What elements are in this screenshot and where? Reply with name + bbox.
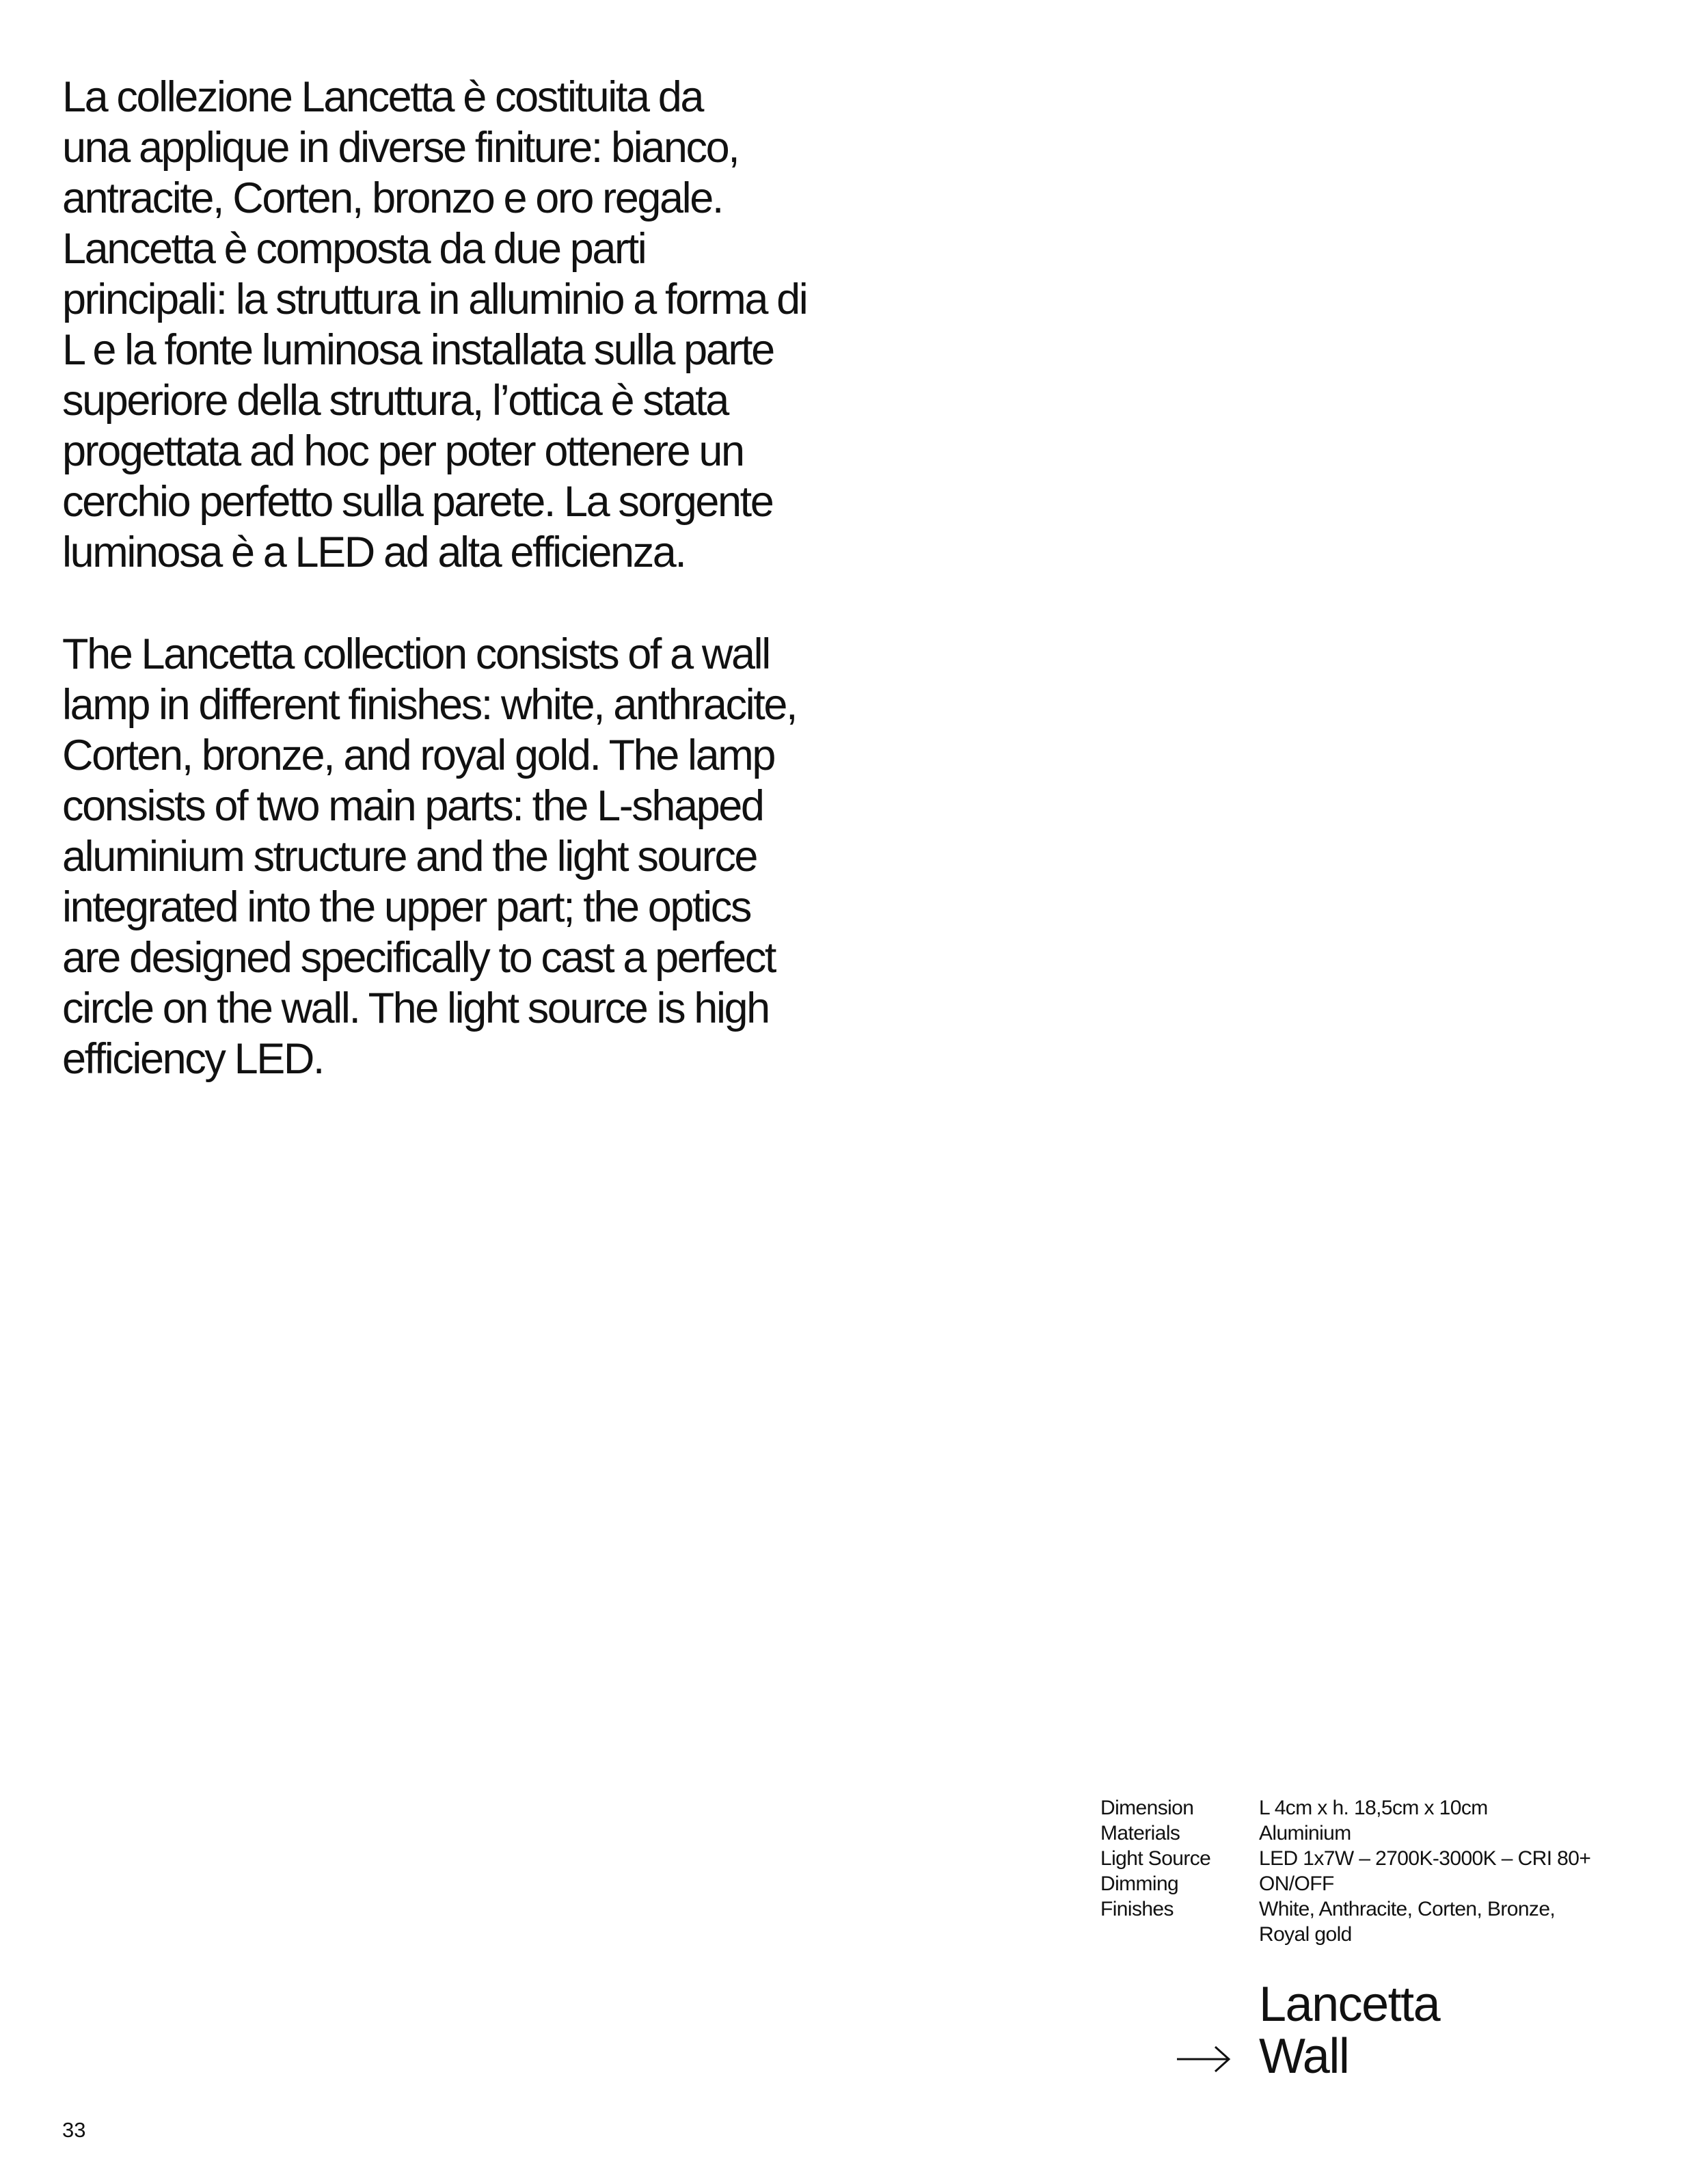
text-line: The Lancetta collection consists of a wall <box>62 630 770 678</box>
page-number: 33 <box>62 2118 86 2142</box>
text-line: La collezione Lancetta è costituita da <box>62 73 703 121</box>
text-line: consists of two main parts: the L-shaped <box>62 782 763 830</box>
text-line: Lancetta è composta da due parti <box>62 225 646 273</box>
product-link[interactable] <box>1176 1978 1439 2082</box>
spec-value: ON/OFF <box>1259 1873 1334 1895</box>
spec-row-dimming <box>1100 1871 1655 1896</box>
spec-label: Materials <box>1100 1822 1180 1844</box>
spec-row-finishes <box>1100 1896 1655 1947</box>
spec-label: Dimension <box>1100 1797 1194 1819</box>
spec-label: Light Source <box>1100 1847 1211 1870</box>
text-line: are designed specifically to cast a perfect <box>62 934 775 982</box>
spec-row-dimension <box>1100 1795 1655 1821</box>
spec-value: L 4cm x h. 18,5cm x 10cm <box>1259 1797 1488 1819</box>
text-line: Corten, bronze, and royal gold. The lamp <box>62 732 774 779</box>
text-line: luminosa è a LED ad alta efficienza. <box>62 528 686 576</box>
text-line: principali: la struttura in alluminio a forma di <box>62 276 807 323</box>
text-line: progettata ad hoc per poter ottenere un <box>62 427 744 475</box>
spec-value: Aluminium <box>1259 1822 1351 1844</box>
intro-paragraph-english <box>62 629 978 1084</box>
spec-row-materials <box>1100 1821 1655 1846</box>
text-line: lamp in different finishes: white, anthracite, <box>62 681 797 729</box>
product-name <box>1259 1978 1439 2082</box>
intro-paragraph-italian <box>62 72 978 578</box>
spec-label: Finishes <box>1100 1898 1174 1920</box>
product-name-line: Wall <box>1259 2029 1349 2084</box>
text-line: superiore della struttura, l’ottica è stata <box>62 377 728 425</box>
text-line: efficiency LED. <box>62 1035 324 1083</box>
arrow-right-icon <box>1176 2045 1232 2073</box>
spec-value: LED 1x7W – 2700K-3000K – CRI 80+ <box>1259 1847 1591 1870</box>
text-line: integrated into the upper part; the optics <box>62 883 750 931</box>
text-line: circle on the wall. The light source is high <box>62 984 769 1032</box>
text-line: antracite, Corten, bronzo e oro regale. <box>62 174 723 222</box>
text-line: una applique in diverse finiture: bianco, <box>62 124 739 172</box>
spec-label: Dimming <box>1100 1873 1179 1895</box>
spec-value: White, Anthracite, Corten, Bronze, Royal gold <box>1259 1898 1556 1946</box>
text-line: cerchio perfetto sulla parete. La sorgente <box>62 478 773 526</box>
text-line: aluminium structure and the light source <box>62 833 757 881</box>
spec-table <box>1100 1795 1655 1947</box>
text-line: L e la fonte luminosa installata sulla parte <box>62 326 774 374</box>
product-name-line: Lancetta <box>1259 1977 1440 2032</box>
spec-row-light-source <box>1100 1846 1655 1871</box>
